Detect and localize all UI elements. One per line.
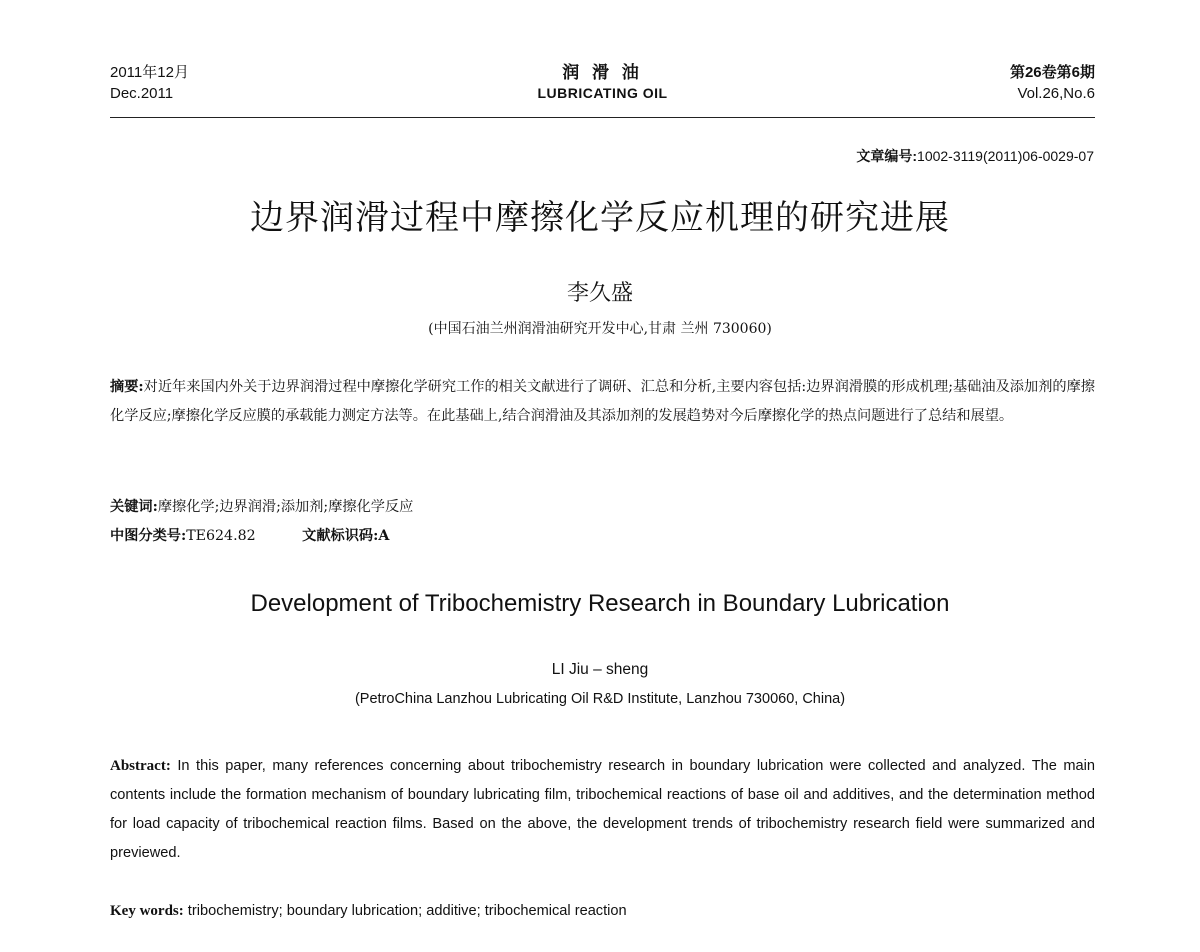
abstract-chinese-text: 对近年来国内外关于边界润滑过程中摩擦化学研究工作的相关文献进行了调研、汇总和分析,主要内容包括:边界润滑膜的形成机理;基础油及添加剂的摩擦化学反应;摩擦化学反应膜的承载能力测定方法等。在此基础上,结合润滑油及其添加剂的发展趋势对今后摩擦化学的热点问题进行了总结和展望。 xyxy=(110,379,1095,424)
header-volume-cn: 第26卷第6期 xyxy=(1009,64,1095,81)
header-date-cn: 2011年12月 xyxy=(110,64,189,81)
clc-label: 中图分类号: xyxy=(110,528,187,544)
keywords-english xyxy=(110,903,627,920)
classification-row xyxy=(110,525,389,545)
keywords-chinese-label: 关键词: xyxy=(110,499,158,515)
keywords-chinese xyxy=(110,496,413,516)
title-chinese: 边界润滑过程中摩擦化学反应机理的研究进展 xyxy=(250,198,950,238)
header-date-en: Dec.2011 xyxy=(110,85,174,102)
doc-code-value: A xyxy=(378,528,390,544)
article-number xyxy=(856,146,1094,166)
affiliation-chinese: (中国石油兰州润滑油研究开发中心,甘肃 兰州 730060) xyxy=(428,321,772,337)
abstract-english xyxy=(110,752,1095,868)
article-number-value: 1002-3119(2011)06-0029-07 xyxy=(917,148,1094,164)
header-journal-cn: 润 滑 油 xyxy=(562,63,643,82)
clc-value: TE624.82 xyxy=(186,528,256,544)
abstract-chinese-label: 摘要: xyxy=(110,379,144,395)
header-volume-en: Vol.26,No.6 xyxy=(1017,85,1095,102)
abstract-chinese xyxy=(110,373,1095,431)
header-journal xyxy=(110,62,1095,104)
document-code xyxy=(302,528,389,544)
header-journal-en: LUBRICATING OIL xyxy=(537,85,668,101)
keywords-chinese-text: 摩擦化学;边界润滑;添加剂;摩擦化学反应 xyxy=(157,499,414,515)
title-english: Development of Tribochemistry Research in Boundary Lubrication xyxy=(250,590,950,617)
affiliation-english: (PetroChina Lanzhou Lubricating Oil R&D Institute, Lanzhou 730060, China) xyxy=(354,691,846,707)
author-english: LI Jiu – sheng xyxy=(551,661,649,678)
author-chinese: 李久盛 xyxy=(566,281,633,306)
doc-code-label: 文献标识码: xyxy=(302,528,379,544)
running-header xyxy=(110,62,1095,110)
header-rule xyxy=(110,117,1095,118)
keywords-english-label: Key words: xyxy=(110,903,184,919)
article-number-label: 文章编号: xyxy=(856,148,918,164)
header-volume xyxy=(1010,62,1095,104)
abstract-english-label: Abstract: xyxy=(110,758,171,774)
keywords-english-text: tribochemistry; boundary lubrication; additive; tribochemical reaction xyxy=(183,903,627,919)
abstract-english-text: In this paper, many references concerning about tribochemistry research in boundary lubrication were collected and analyzed. The main contents include the formation mechanism of boundary lubricating film, tribochemical reactions of base oil and additives, and the determination method for load capacity of tribochemical reaction films. Based on the above, the development trends of tribochemistry research field were summarized and previewed. xyxy=(110,758,1095,861)
